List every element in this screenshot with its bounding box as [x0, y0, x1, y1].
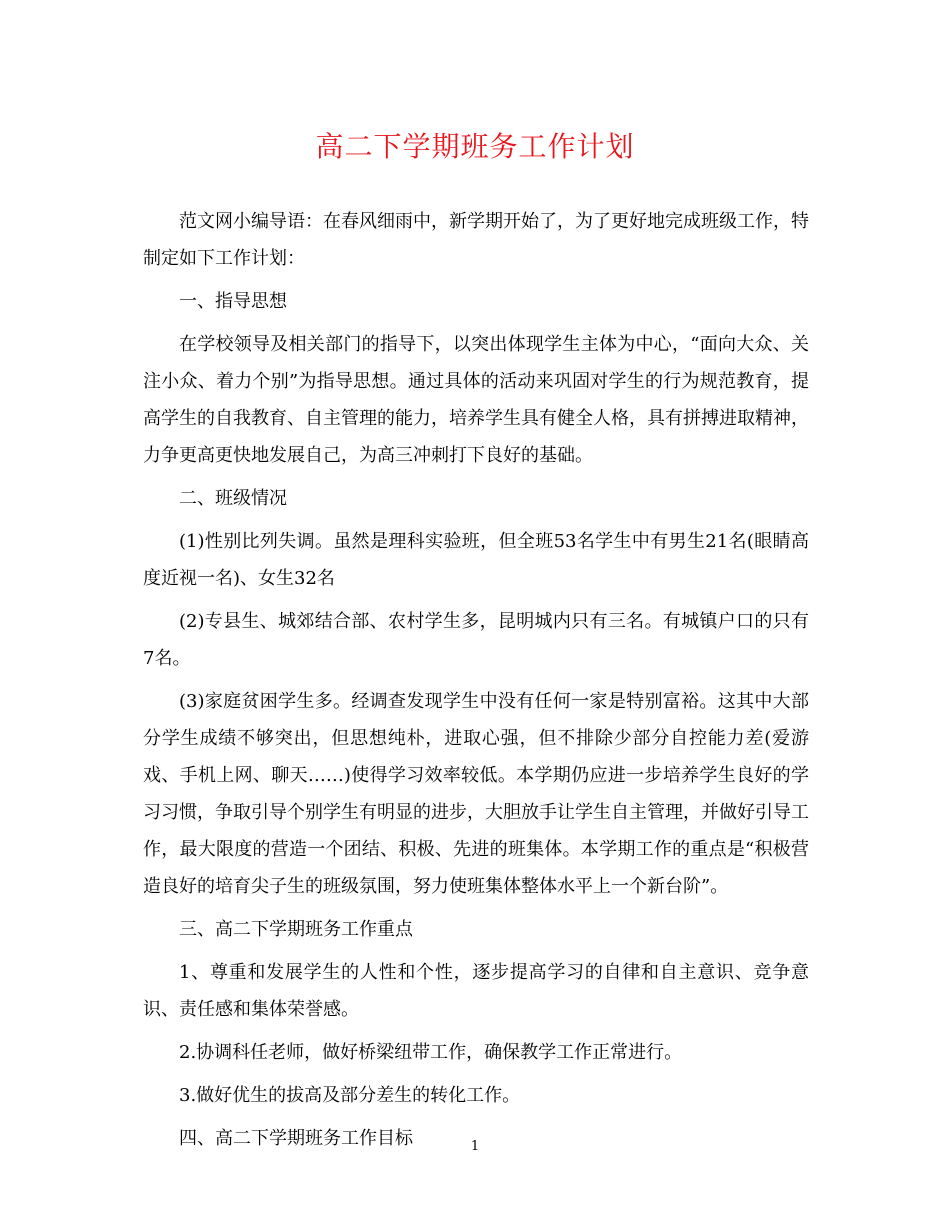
section-heading-work-goals: 四、高二下学期班务工作目标 [179, 1128, 413, 1149]
section-heading-class-situation: 二、班级情况 [179, 488, 287, 509]
document-title: 高二下学期班务工作计划 [315, 130, 635, 163]
intro-paragraph: 范文网小编导语：在春风细雨中，新学期开始了，为了更好地完成班级工作，特制定如下工作计划： [143, 211, 809, 269]
page-number: 1 [470, 1139, 480, 1154]
class-situation-item-2: (2)专县生、城郊结合部、农村学生多，昆明城内只有三名。有城镇户口的只有7名。 [143, 611, 809, 669]
section-heading-guiding-ideology: 一、指导思想 [179, 291, 287, 312]
section-heading-work-focus: 三、高二下学期班务工作重点 [179, 919, 413, 940]
document-body [143, 203, 809, 1163]
work-focus-item-2: 2.协调科任老师，做好桥梁纽带工作，确保教学工作正常进行。 [179, 1042, 683, 1063]
class-situation-item-1: (1)性别比列失调。虽然是理科实验班，但全班53名学生中有男生21名(眼睛高度近视一名)、女生32名 [143, 531, 809, 589]
guiding-ideology-paragraph: 在学校领导及相关部门的指导下，以突出体现学生主体为中心，“面向大众、关注小众、着力个别”为指导思想。通过具体的活动来巩固对学生的行为规范教育，提高学生的自我教育、自主管理的能力，培养学生具有健全人格，具有拼搏进取精神，力争更高更快地发展自己，为高三冲刺打下良好的基础。 [143, 334, 809, 466]
work-focus-item-3: 3.做好优生的拔高及部分差生的转化工作。 [179, 1085, 521, 1106]
class-situation-item-3: (3)家庭贫困学生多。经调查发现学生中没有任何一家是特别富裕。这其中大部分学生成绩不够突出，但思想纯朴，进取心强，但不排除少部分自控能力差(爱游戏、手机上网、聊天……)使得学习效率较低。本学期仍应进一步培养学生良好的学习习惯，争取引导个别学生有明显的进步，大胆放手让学生自主管理，并做好引导工作，最大限度的营造一个团结、积极、先进的班集体。本学期工作的重点是“积极营造良好的培育尖子生的班级氛围，努力使班集体整体水平上一个新台阶”。 [143, 691, 809, 897]
work-focus-item-1: 1、尊重和发展学生的人性和个性，逐步提高学习的自律和自主意识、竞争意识、责任感和集体荣誉感。 [143, 962, 809, 1020]
